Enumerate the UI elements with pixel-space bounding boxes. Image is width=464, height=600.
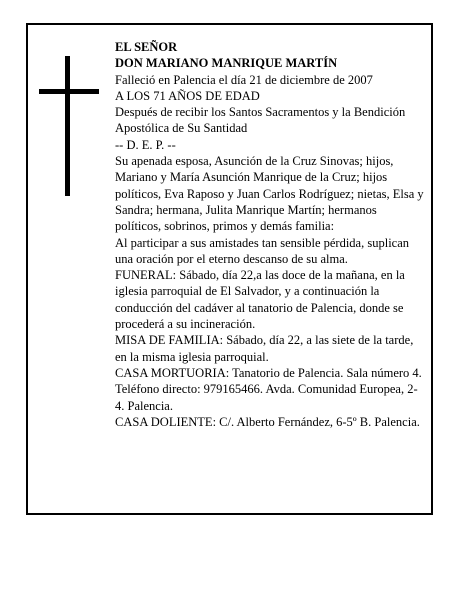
prayer-request: Al participar a sus amistades tan sensible pérdida, suplican una oración por el eterno descanso de su alma. [115, 235, 410, 266]
sacraments-statement: Después de recibir los Santos Sacramentos y la Bendición Apostólica de Su Santidad [115, 105, 406, 136]
deceased-name: DON MARIANO MANRIQUE MARTÍN [115, 56, 338, 71]
funeral-info: FUNERAL: Sábado, día 22,a las doce de la mañana, en la iglesia parroquial de El Salvador, y a continuación la conducción del cadáver al tanatorio de Palencia, donde se procederá a su incineración. [115, 268, 405, 332]
cross-vertical-bar [65, 56, 70, 196]
family-list: Su apenada esposa, Asunción de la Cruz Sinovas; hijos, Mariano y María Asunción Manrique de la Cruz; hijos políticos, Eva Raposo y Juan Carlos Rodríguez; nietas, Elsa y Sandra; hermana, Julita Manrique Martín; hermanos políticos, sobrinos, primos y demás familia: [115, 154, 424, 234]
mortuary-info: CASA MORTUORIA: Tanatorio de Palencia. Sala número 4. Teléfono directo: 979165466. Avda. Comunidad Europea, 2-4. Palencia. [115, 365, 422, 413]
death-statement: Falleció en Palencia el día 21 de diciembre de 2007 [115, 72, 373, 87]
obituary-text [115, 39, 425, 430]
title-line-1: EL SEÑOR [115, 40, 178, 54]
cross-horizontal-bar [39, 89, 99, 94]
obituary-notice-frame [26, 23, 433, 515]
family-mass-info: MISA DE FAMILIA: Sábado, día 22, a las siete de la tarde, en la misma iglesia parroquial. [115, 333, 414, 364]
rip-line: -- D. E. P. -- [115, 137, 176, 152]
cross-icon [39, 56, 99, 196]
mourning-house-info: CASA DOLIENTE: C/. Alberto Fernández, 6-5º B. Palencia. [115, 414, 420, 429]
age-statement: A LOS 71 AÑOS DE EDAD [115, 88, 260, 103]
